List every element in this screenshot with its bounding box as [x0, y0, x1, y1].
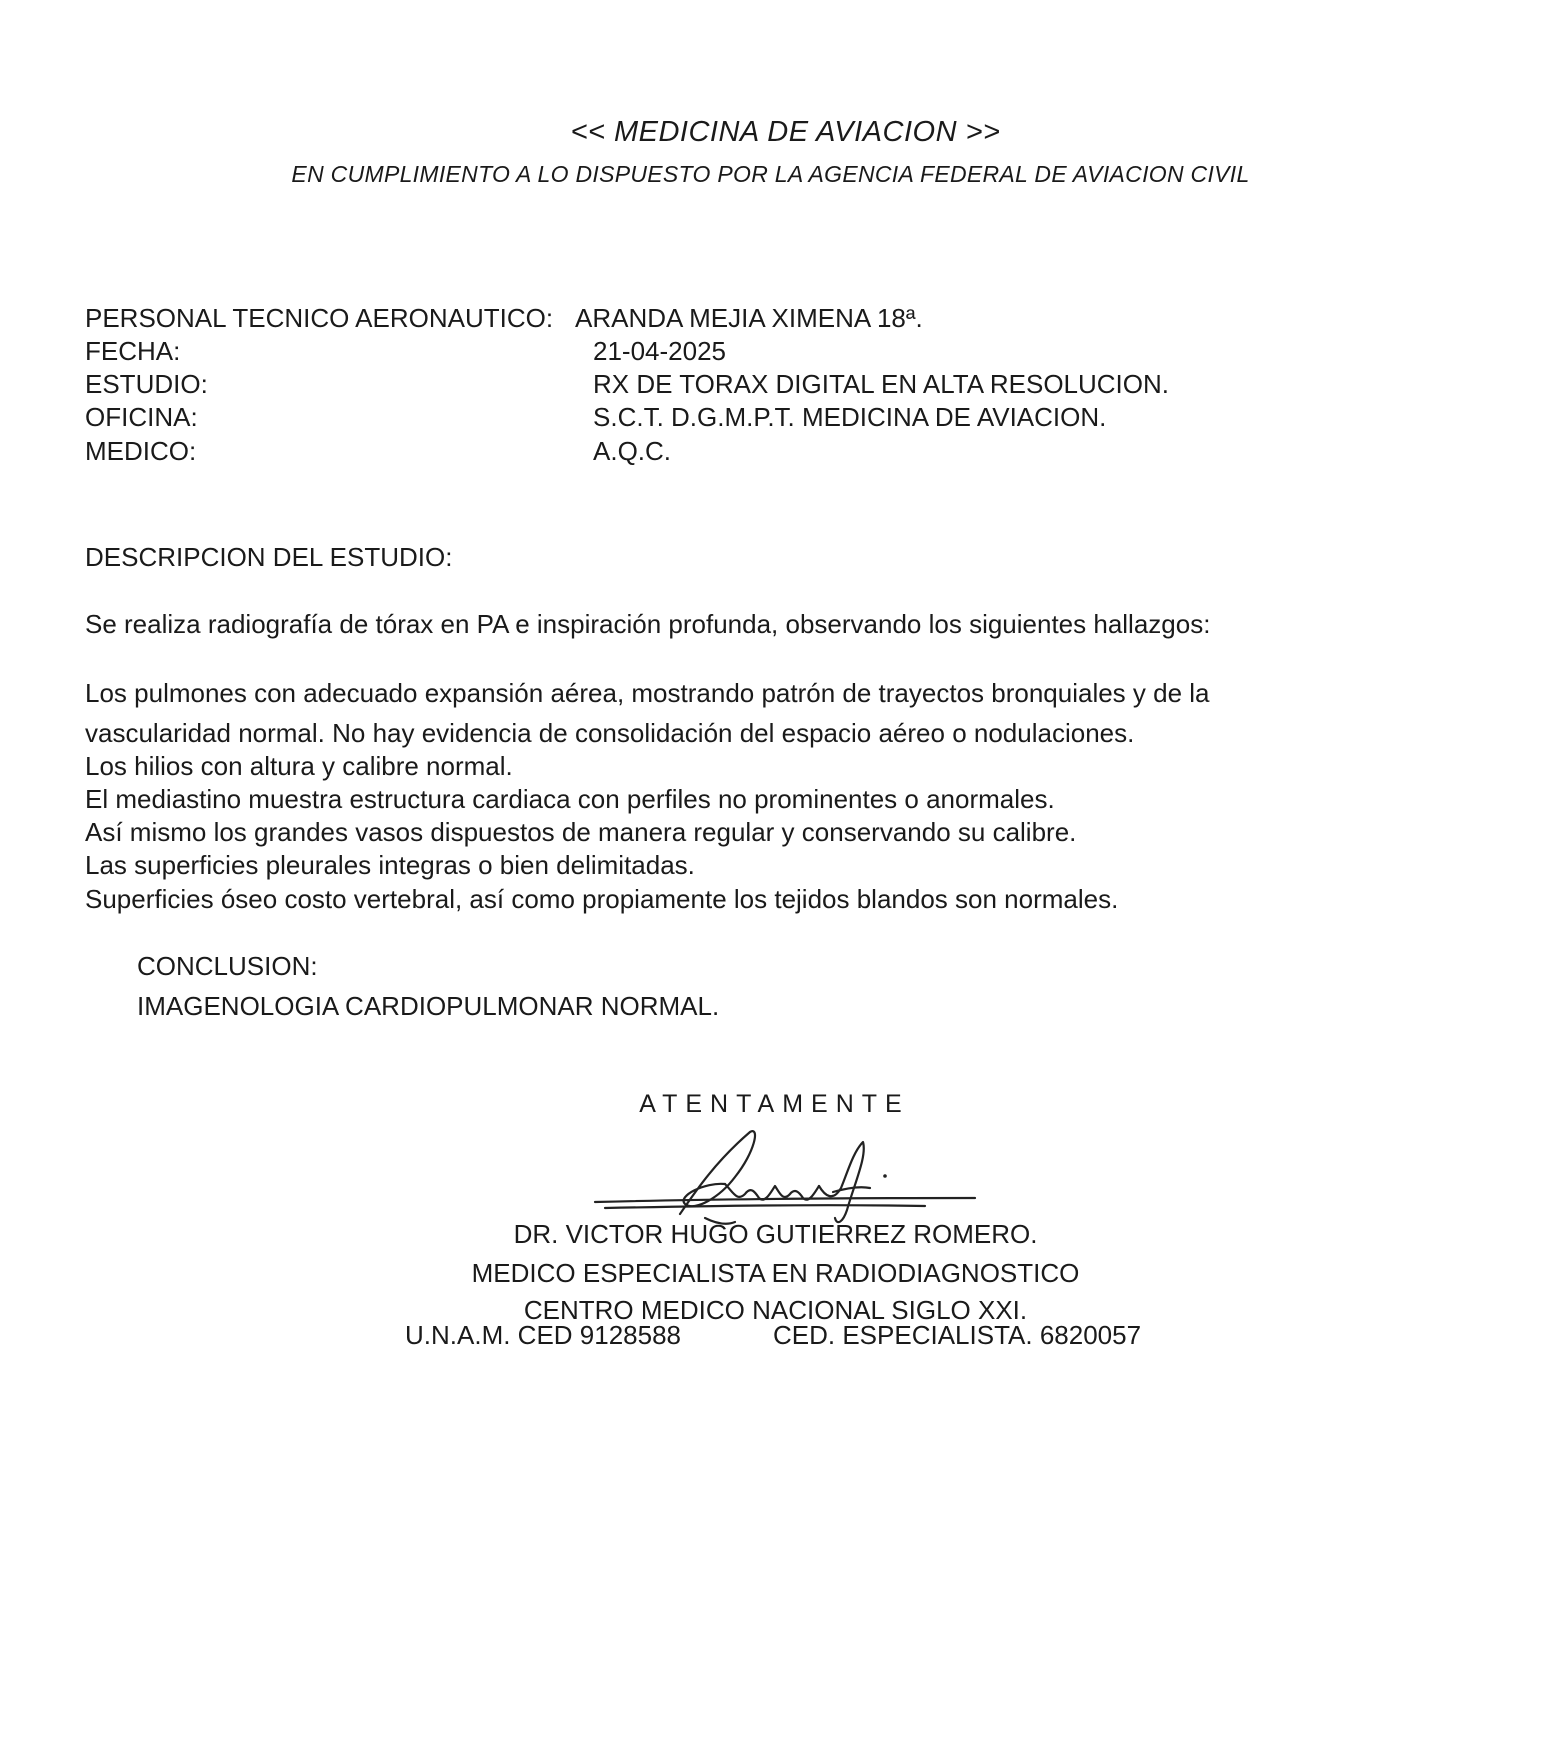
doctor-name: DR. VICTOR HUGO GUTIERREZ ROMERO.: [513, 1219, 1038, 1249]
finding-line: El mediastino muestra estructura cardiaca con perfiles no prominentes o anormales.: [85, 784, 1055, 814]
field-label: ESTUDIO:: [85, 369, 208, 399]
field-value: A.Q.C.: [593, 436, 672, 466]
finding-line: Los hilios con altura y calibre normal.: [85, 751, 513, 781]
finding-line: Superficies óseo costo vertebral, así como propiamente los tejidos blandos son normales.: [85, 884, 1119, 914]
finding-line: Los pulmones con adecuado expansión aérea, mostrando patrón de trayectos bronquiales y de la: [85, 678, 1210, 708]
field-fecha: [85, 335, 726, 368]
field-value: 21-04-2025: [593, 336, 726, 366]
description-intro: Se realiza radiografía de tórax en PA e inspiración profunda, observando los siguientes hallazgos:: [85, 609, 1211, 639]
field-label: MEDICO:: [85, 436, 197, 466]
field-personal: [85, 302, 923, 335]
field-value: RX DE TORAX DIGITAL EN ALTA RESOLUCION.: [593, 369, 1169, 399]
doctor-specialty: MEDICO ESPECIALISTA EN RADIODIAGNOSTICO: [471, 1258, 1080, 1288]
closing-text: ATENTAMENTE: [639, 1090, 910, 1118]
doctor-institution: CENTRO MEDICO NACIONAL SIGLO XXI.: [523, 1295, 1028, 1325]
handwritten-signature: [585, 1122, 985, 1232]
field-label: PERSONAL TECNICO AERONAUTICO:: [85, 303, 554, 333]
field-label: OFICINA:: [85, 402, 198, 432]
field-estudio: [85, 368, 1169, 401]
conclusion-text: IMAGENOLOGIA CARDIOPULMONAR NORMAL.: [137, 991, 720, 1021]
report-subtitle: EN CUMPLIMIENTO A LO DISPUESTO POR LA AGENCIA FEDERAL DE AVIACION CIVIL: [291, 161, 1250, 187]
field-oficina: [85, 401, 1107, 434]
field-label: FECHA:: [85, 336, 181, 366]
finding-line: vascularidad normal. No hay evidencia de consolidación del espacio aéreo o nodulaciones.: [85, 718, 1135, 748]
report-title: << MEDICINA DE AVIACION >>: [570, 116, 1001, 148]
field-medico: [85, 435, 672, 468]
finding-line: Las superficies pleurales integras o bien delimitadas.: [85, 850, 695, 880]
description-heading: DESCRIPCION DEL ESTUDIO:: [85, 542, 453, 572]
conclusion-heading: CONCLUSION:: [137, 951, 318, 981]
finding-line: Así mismo los grandes vasos dispuestos de manera regular y conservando su calibre.: [85, 817, 1077, 847]
ced-unam: U.N.A.M. CED 9128588: [405, 1320, 682, 1350]
field-value: S.C.T. D.G.M.P.T. MEDICINA DE AVIACION.: [593, 402, 1107, 432]
ced-especialista: CED. ESPECIALISTA. 6820057: [773, 1320, 1142, 1350]
field-value: ARANDA MEJIA XIMENA 18ª.: [575, 303, 923, 333]
